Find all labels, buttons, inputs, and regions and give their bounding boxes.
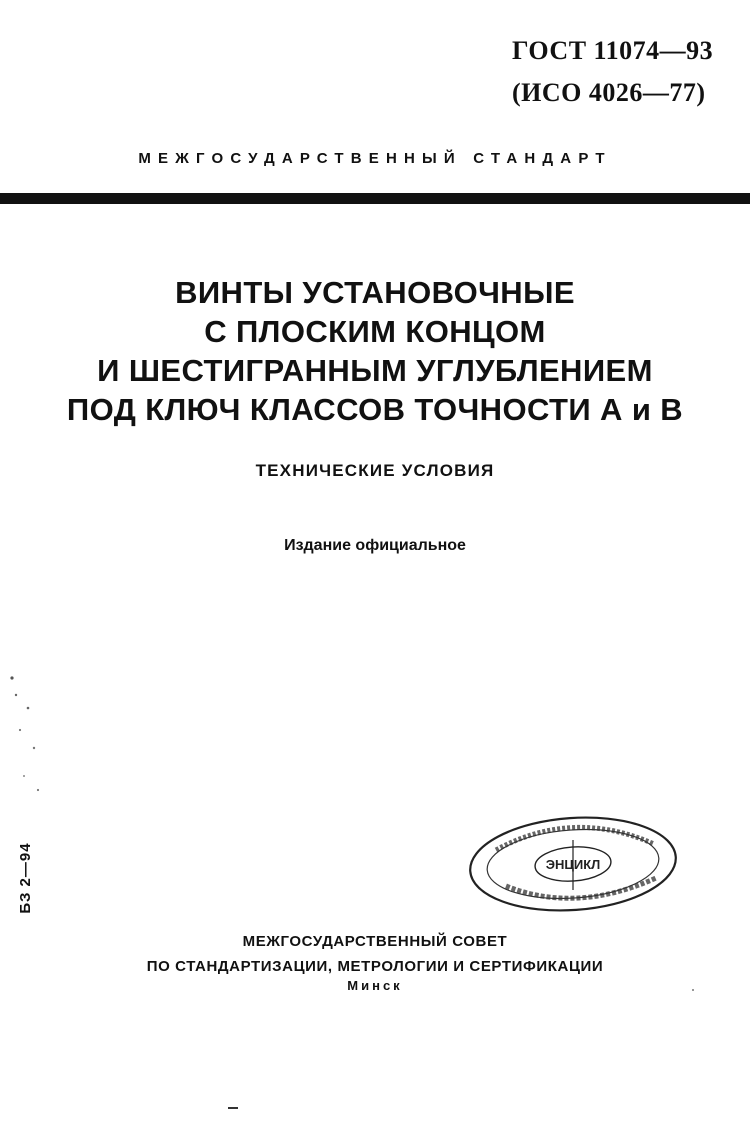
publication-city: Минск	[347, 978, 403, 993]
document-title	[0, 273, 750, 429]
stamp-bottom-arc-text	[506, 878, 656, 898]
title-line-2: С ПЛОСКИМ КОНЦОМ	[204, 314, 546, 349]
title-line-1: ВИНТЫ УСТАНОВОЧНЫЕ	[175, 275, 575, 310]
interstate-standard-label: МЕЖГОСУДАРСТВЕННЫЙ СТАНДАРТ	[138, 150, 612, 167]
standard-number: ГОСТ 11074—93	[512, 36, 714, 65]
edition-note: Издание официальное	[284, 537, 466, 554]
header-divider	[0, 193, 750, 204]
publisher-block	[0, 929, 750, 979]
standard-designation	[512, 30, 722, 114]
title-line-3: И ШЕСТИГРАННЫМ УГЛУБЛЕНИЕМ	[97, 353, 653, 388]
library-stamp	[466, 810, 681, 920]
publisher-line-2: ПО СТАНДАРТИЗАЦИИ, МЕТРОЛОГИИ И СЕРТИФИКАЦИИ	[146, 958, 604, 975]
stamp-center-text: ЭНЦИКЛ	[545, 857, 601, 872]
title-line-4: ПОД КЛЮЧ КЛАССОВ ТОЧНОСТИ А и В	[66, 392, 684, 427]
publisher-line-1: МЕЖГОСУДАРСТВЕННЫЙ СОВЕТ	[242, 933, 508, 950]
document-subtitle: ТЕХНИЧЕСКИЕ УСЛОВИЯ	[255, 461, 495, 480]
side-catalog-code: БЗ 2—94	[17, 842, 34, 914]
iso-reference: (ИСО 4026—77)	[512, 78, 706, 107]
